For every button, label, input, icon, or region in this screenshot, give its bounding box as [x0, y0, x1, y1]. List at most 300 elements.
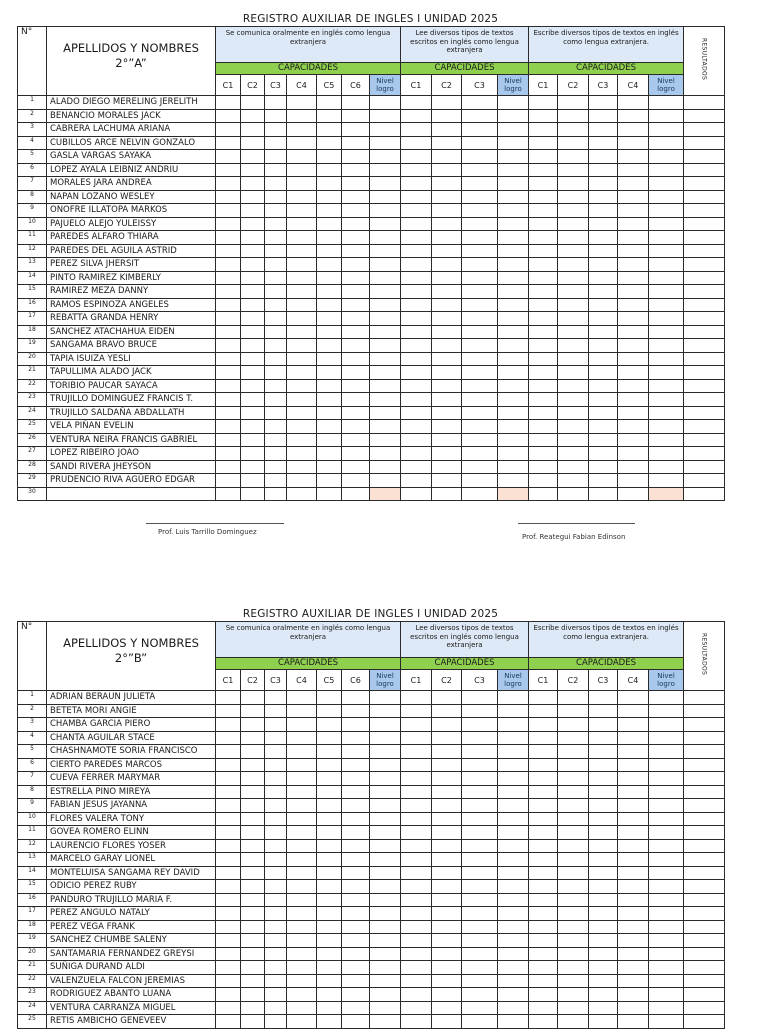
grade-cell[interactable] [317, 366, 342, 380]
grade-cell[interactable] [462, 907, 498, 921]
grade-cell[interactable] [317, 96, 342, 110]
grade-cell[interactable] [529, 947, 558, 961]
grade-cell[interactable] [618, 745, 649, 759]
grade-cell[interactable] [401, 988, 432, 1002]
grade-cell[interactable] [370, 1001, 401, 1015]
grade-cell[interactable] [370, 988, 401, 1002]
grade-cell[interactable] [241, 1015, 265, 1029]
grade-cell[interactable] [558, 150, 589, 164]
grade-cell[interactable] [401, 934, 432, 948]
grade-cell[interactable] [684, 177, 725, 191]
grade-cell[interactable] [529, 920, 558, 934]
grade-cell[interactable] [432, 947, 462, 961]
grade-cell[interactable] [498, 866, 529, 880]
grade-cell[interactable] [462, 366, 498, 380]
grade-cell[interactable] [287, 866, 317, 880]
grade-cell[interactable] [498, 812, 529, 826]
grade-cell[interactable] [370, 204, 401, 218]
grade-cell[interactable] [589, 812, 618, 826]
grade-cell[interactable] [432, 785, 462, 799]
grade-cell[interactable] [432, 298, 462, 312]
grade-cell[interactable] [684, 907, 725, 921]
grade-cell[interactable] [462, 812, 498, 826]
grade-cell[interactable] [684, 339, 725, 353]
grade-cell[interactable] [216, 474, 241, 488]
grade-cell[interactable] [618, 123, 649, 137]
grade-cell[interactable] [287, 907, 317, 921]
grade-cell[interactable] [342, 258, 370, 272]
grade-cell[interactable] [558, 826, 589, 840]
grade-cell[interactable] [265, 785, 287, 799]
grade-cell[interactable] [529, 231, 558, 245]
grade-cell[interactable] [265, 745, 287, 759]
grade-cell[interactable] [432, 799, 462, 813]
grade-cell[interactable] [287, 1015, 317, 1029]
grade-cell[interactable] [558, 704, 589, 718]
grade-cell[interactable] [401, 745, 432, 759]
grade-cell[interactable] [558, 974, 589, 988]
grade-cell[interactable] [342, 366, 370, 380]
grade-cell[interactable] [558, 799, 589, 813]
grade-cell[interactable] [342, 718, 370, 732]
grade-cell[interactable] [241, 258, 265, 272]
grade-cell[interactable] [216, 920, 241, 934]
grade-cell[interactable] [462, 352, 498, 366]
grade-cell[interactable] [432, 96, 462, 110]
grade-cell[interactable] [342, 947, 370, 961]
grade-cell[interactable] [684, 433, 725, 447]
grade-cell[interactable] [370, 799, 401, 813]
grade-cell[interactable] [287, 974, 317, 988]
grade-cell[interactable] [649, 379, 684, 393]
grade-cell[interactable] [241, 826, 265, 840]
grade-cell[interactable] [529, 474, 558, 488]
grade-cell[interactable] [370, 366, 401, 380]
grade-cell[interactable] [401, 487, 432, 501]
grade-cell[interactable] [432, 406, 462, 420]
grade-cell[interactable] [462, 1015, 498, 1029]
grade-cell[interactable] [241, 109, 265, 123]
grade-cell[interactable] [589, 866, 618, 880]
grade-cell[interactable] [287, 406, 317, 420]
grade-cell[interactable] [498, 920, 529, 934]
grade-cell[interactable] [265, 772, 287, 786]
grade-cell[interactable] [589, 177, 618, 191]
grade-cell[interactable] [684, 988, 725, 1002]
grade-cell[interactable] [317, 785, 342, 799]
grade-cell[interactable] [370, 934, 401, 948]
grade-cell[interactable] [241, 460, 265, 474]
grade-cell[interactable] [498, 1001, 529, 1015]
grade-cell[interactable] [216, 271, 241, 285]
grade-cell[interactable] [649, 123, 684, 137]
grade-cell[interactable] [529, 150, 558, 164]
grade-cell[interactable] [649, 1001, 684, 1015]
grade-cell[interactable] [370, 150, 401, 164]
grade-cell[interactable] [342, 772, 370, 786]
grade-cell[interactable] [558, 420, 589, 434]
grade-cell[interactable] [498, 853, 529, 867]
grade-cell[interactable] [498, 799, 529, 813]
grade-cell[interactable] [589, 460, 618, 474]
grade-cell[interactable] [265, 271, 287, 285]
grade-cell[interactable] [401, 947, 432, 961]
grade-cell[interactable] [618, 406, 649, 420]
grade-cell[interactable] [649, 704, 684, 718]
grade-cell[interactable] [401, 271, 432, 285]
grade-cell[interactable] [342, 920, 370, 934]
grade-cell[interactable] [649, 285, 684, 299]
grade-cell[interactable] [216, 217, 241, 231]
grade-cell[interactable] [216, 961, 241, 975]
grade-cell[interactable] [432, 177, 462, 191]
grade-cell[interactable] [498, 123, 529, 137]
grade-cell[interactable] [287, 109, 317, 123]
grade-cell[interactable] [317, 109, 342, 123]
grade-cell[interactable] [589, 447, 618, 461]
grade-cell[interactable] [529, 312, 558, 326]
grade-cell[interactable] [589, 123, 618, 137]
grade-cell[interactable] [241, 217, 265, 231]
grade-cell[interactable] [216, 853, 241, 867]
grade-cell[interactable] [529, 177, 558, 191]
grade-cell[interactable] [618, 839, 649, 853]
grade-cell[interactable] [241, 123, 265, 137]
grade-cell[interactable] [265, 718, 287, 732]
grade-cell[interactable] [342, 474, 370, 488]
grade-cell[interactable] [558, 447, 589, 461]
grade-cell[interactable] [462, 718, 498, 732]
grade-cell[interactable] [558, 907, 589, 921]
grade-cell[interactable] [498, 96, 529, 110]
grade-cell[interactable] [618, 339, 649, 353]
grade-cell[interactable] [649, 96, 684, 110]
grade-cell[interactable] [462, 893, 498, 907]
grade-cell[interactable] [432, 271, 462, 285]
grade-cell[interactable] [684, 379, 725, 393]
grade-cell[interactable] [589, 920, 618, 934]
grade-cell[interactable] [684, 893, 725, 907]
grade-cell[interactable] [649, 474, 684, 488]
grade-cell[interactable] [342, 352, 370, 366]
grade-cell[interactable] [684, 731, 725, 745]
grade-cell[interactable] [342, 934, 370, 948]
grade-cell[interactable] [287, 487, 317, 501]
grade-cell[interactable] [216, 934, 241, 948]
grade-cell[interactable] [462, 487, 498, 501]
grade-cell[interactable] [287, 96, 317, 110]
grade-cell[interactable] [529, 934, 558, 948]
grade-cell[interactable] [558, 163, 589, 177]
grade-cell[interactable] [432, 285, 462, 299]
grade-cell[interactable] [684, 758, 725, 772]
grade-cell[interactable] [401, 772, 432, 786]
grade-cell[interactable] [317, 772, 342, 786]
grade-cell[interactable] [684, 974, 725, 988]
grade-cell[interactable] [370, 731, 401, 745]
grade-cell[interactable] [317, 691, 342, 705]
grade-cell[interactable] [649, 204, 684, 218]
grade-cell[interactable] [462, 150, 498, 164]
grade-cell[interactable] [216, 947, 241, 961]
grade-cell[interactable] [317, 217, 342, 231]
grade-cell[interactable] [558, 718, 589, 732]
grade-cell[interactable] [432, 339, 462, 353]
grade-cell[interactable] [462, 312, 498, 326]
grade-cell[interactable] [589, 312, 618, 326]
grade-cell[interactable] [216, 298, 241, 312]
grade-cell[interactable] [684, 258, 725, 272]
grade-cell[interactable] [265, 204, 287, 218]
grade-cell[interactable] [317, 406, 342, 420]
grade-cell[interactable] [241, 366, 265, 380]
grade-cell[interactable] [370, 1015, 401, 1029]
grade-cell[interactable] [342, 839, 370, 853]
grade-cell[interactable] [265, 433, 287, 447]
grade-cell[interactable] [342, 190, 370, 204]
grade-cell[interactable] [589, 393, 618, 407]
grade-cell[interactable] [287, 785, 317, 799]
grade-cell[interactable] [558, 123, 589, 137]
grade-cell[interactable] [287, 447, 317, 461]
grade-cell[interactable] [216, 826, 241, 840]
grade-cell[interactable] [589, 826, 618, 840]
grade-cell[interactable] [342, 785, 370, 799]
grade-cell[interactable] [462, 758, 498, 772]
grade-cell[interactable] [462, 231, 498, 245]
grade-cell[interactable] [401, 785, 432, 799]
grade-cell[interactable] [498, 718, 529, 732]
grade-cell[interactable] [432, 772, 462, 786]
grade-cell[interactable] [216, 163, 241, 177]
grade-cell[interactable] [618, 325, 649, 339]
grade-cell[interactable] [649, 785, 684, 799]
grade-cell[interactable] [589, 988, 618, 1002]
grade-cell[interactable] [529, 839, 558, 853]
grade-cell[interactable] [265, 934, 287, 948]
grade-cell[interactable] [649, 231, 684, 245]
grade-cell[interactable] [684, 231, 725, 245]
grade-cell[interactable] [432, 974, 462, 988]
grade-cell[interactable] [589, 136, 618, 150]
grade-cell[interactable] [498, 163, 529, 177]
grade-cell[interactable] [265, 244, 287, 258]
grade-cell[interactable] [529, 812, 558, 826]
grade-cell[interactable] [370, 474, 401, 488]
grade-cell[interactable] [241, 271, 265, 285]
grade-cell[interactable] [432, 379, 462, 393]
grade-cell[interactable] [317, 204, 342, 218]
grade-cell[interactable] [462, 190, 498, 204]
grade-cell[interactable] [432, 190, 462, 204]
grade-cell[interactable] [649, 447, 684, 461]
grade-cell[interactable] [649, 460, 684, 474]
grade-cell[interactable] [462, 691, 498, 705]
grade-cell[interactable] [241, 974, 265, 988]
grade-cell[interactable] [265, 447, 287, 461]
grade-cell[interactable] [216, 136, 241, 150]
grade-cell[interactable] [287, 352, 317, 366]
grade-cell[interactable] [589, 1015, 618, 1029]
grade-cell[interactable] [432, 393, 462, 407]
grade-cell[interactable] [618, 298, 649, 312]
grade-cell[interactable] [370, 136, 401, 150]
grade-cell[interactable] [558, 366, 589, 380]
grade-cell[interactable] [432, 880, 462, 894]
grade-cell[interactable] [287, 772, 317, 786]
grade-cell[interactable] [618, 758, 649, 772]
grade-cell[interactable] [287, 799, 317, 813]
grade-cell[interactable] [216, 312, 241, 326]
grade-cell[interactable] [649, 339, 684, 353]
grade-cell[interactable] [317, 988, 342, 1002]
grade-cell[interactable] [498, 271, 529, 285]
grade-cell[interactable] [558, 880, 589, 894]
grade-cell[interactable] [529, 298, 558, 312]
grade-cell[interactable] [462, 785, 498, 799]
grade-cell[interactable] [216, 339, 241, 353]
grade-cell[interactable] [498, 1015, 529, 1029]
grade-cell[interactable] [649, 393, 684, 407]
grade-cell[interactable] [342, 974, 370, 988]
grade-cell[interactable] [370, 460, 401, 474]
grade-cell[interactable] [558, 758, 589, 772]
grade-cell[interactable] [618, 136, 649, 150]
grade-cell[interactable] [401, 1015, 432, 1029]
grade-cell[interactable] [342, 298, 370, 312]
grade-cell[interactable] [216, 880, 241, 894]
grade-cell[interactable] [529, 745, 558, 759]
grade-cell[interactable] [649, 866, 684, 880]
grade-cell[interactable] [649, 691, 684, 705]
grade-cell[interactable] [589, 934, 618, 948]
grade-cell[interactable] [370, 217, 401, 231]
grade-cell[interactable] [401, 718, 432, 732]
grade-cell[interactable] [498, 934, 529, 948]
grade-cell[interactable] [498, 758, 529, 772]
grade-cell[interactable] [265, 839, 287, 853]
grade-cell[interactable] [684, 420, 725, 434]
grade-cell[interactable] [287, 718, 317, 732]
grade-cell[interactable] [342, 285, 370, 299]
grade-cell[interactable] [618, 271, 649, 285]
grade-cell[interactable] [287, 961, 317, 975]
grade-cell[interactable] [342, 420, 370, 434]
grade-cell[interactable] [287, 920, 317, 934]
grade-cell[interactable] [529, 271, 558, 285]
grade-cell[interactable] [529, 961, 558, 975]
grade-cell[interactable] [529, 893, 558, 907]
grade-cell[interactable] [432, 1001, 462, 1015]
grade-cell[interactable] [370, 812, 401, 826]
grade-cell[interactable] [649, 177, 684, 191]
grade-cell[interactable] [216, 772, 241, 786]
grade-cell[interactable] [558, 136, 589, 150]
grade-cell[interactable] [432, 1015, 462, 1029]
grade-cell[interactable] [649, 325, 684, 339]
grade-cell[interactable] [432, 231, 462, 245]
grade-cell[interactable] [317, 893, 342, 907]
grade-cell[interactable] [618, 691, 649, 705]
grade-cell[interactable] [216, 785, 241, 799]
grade-cell[interactable] [649, 745, 684, 759]
grade-cell[interactable] [498, 258, 529, 272]
grade-cell[interactable] [618, 366, 649, 380]
grade-cell[interactable] [618, 974, 649, 988]
grade-cell[interactable] [317, 1015, 342, 1029]
grade-cell[interactable] [287, 988, 317, 1002]
grade-cell[interactable] [241, 136, 265, 150]
grade-cell[interactable] [529, 974, 558, 988]
grade-cell[interactable] [498, 487, 529, 501]
grade-cell[interactable] [462, 433, 498, 447]
grade-cell[interactable] [618, 812, 649, 826]
grade-cell[interactable] [401, 1001, 432, 1015]
grade-cell[interactable] [432, 163, 462, 177]
grade-cell[interactable] [589, 839, 618, 853]
grade-cell[interactable] [558, 379, 589, 393]
grade-cell[interactable] [498, 880, 529, 894]
grade-cell[interactable] [342, 988, 370, 1002]
grade-cell[interactable] [317, 812, 342, 826]
grade-cell[interactable] [462, 109, 498, 123]
grade-cell[interactable] [498, 190, 529, 204]
grade-cell[interactable] [684, 1001, 725, 1015]
grade-cell[interactable] [462, 123, 498, 137]
grade-cell[interactable] [618, 718, 649, 732]
grade-cell[interactable] [432, 853, 462, 867]
grade-cell[interactable] [216, 285, 241, 299]
grade-cell[interactable] [317, 325, 342, 339]
grade-cell[interactable] [498, 393, 529, 407]
grade-cell[interactable] [401, 880, 432, 894]
grade-cell[interactable] [401, 231, 432, 245]
grade-cell[interactable] [342, 271, 370, 285]
grade-cell[interactable] [649, 947, 684, 961]
grade-cell[interactable] [241, 934, 265, 948]
grade-cell[interactable] [558, 785, 589, 799]
grade-cell[interactable] [265, 758, 287, 772]
grade-cell[interactable] [589, 758, 618, 772]
grade-cell[interactable] [432, 745, 462, 759]
grade-cell[interactable] [558, 745, 589, 759]
grade-cell[interactable] [558, 487, 589, 501]
grade-cell[interactable] [342, 487, 370, 501]
grade-cell[interactable] [558, 312, 589, 326]
grade-cell[interactable] [649, 258, 684, 272]
grade-cell[interactable] [498, 839, 529, 853]
grade-cell[interactable] [370, 393, 401, 407]
grade-cell[interactable] [649, 217, 684, 231]
grade-cell[interactable] [216, 244, 241, 258]
grade-cell[interactable] [370, 325, 401, 339]
grade-cell[interactable] [401, 109, 432, 123]
grade-cell[interactable] [529, 217, 558, 231]
grade-cell[interactable] [649, 758, 684, 772]
grade-cell[interactable] [649, 312, 684, 326]
grade-cell[interactable] [287, 204, 317, 218]
grade-cell[interactable] [241, 298, 265, 312]
grade-cell[interactable] [498, 691, 529, 705]
grade-cell[interactable] [649, 109, 684, 123]
grade-cell[interactable] [529, 420, 558, 434]
grade-cell[interactable] [216, 799, 241, 813]
grade-cell[interactable] [216, 907, 241, 921]
grade-cell[interactable] [498, 745, 529, 759]
grade-cell[interactable] [265, 123, 287, 137]
grade-cell[interactable] [342, 204, 370, 218]
grade-cell[interactable] [684, 961, 725, 975]
